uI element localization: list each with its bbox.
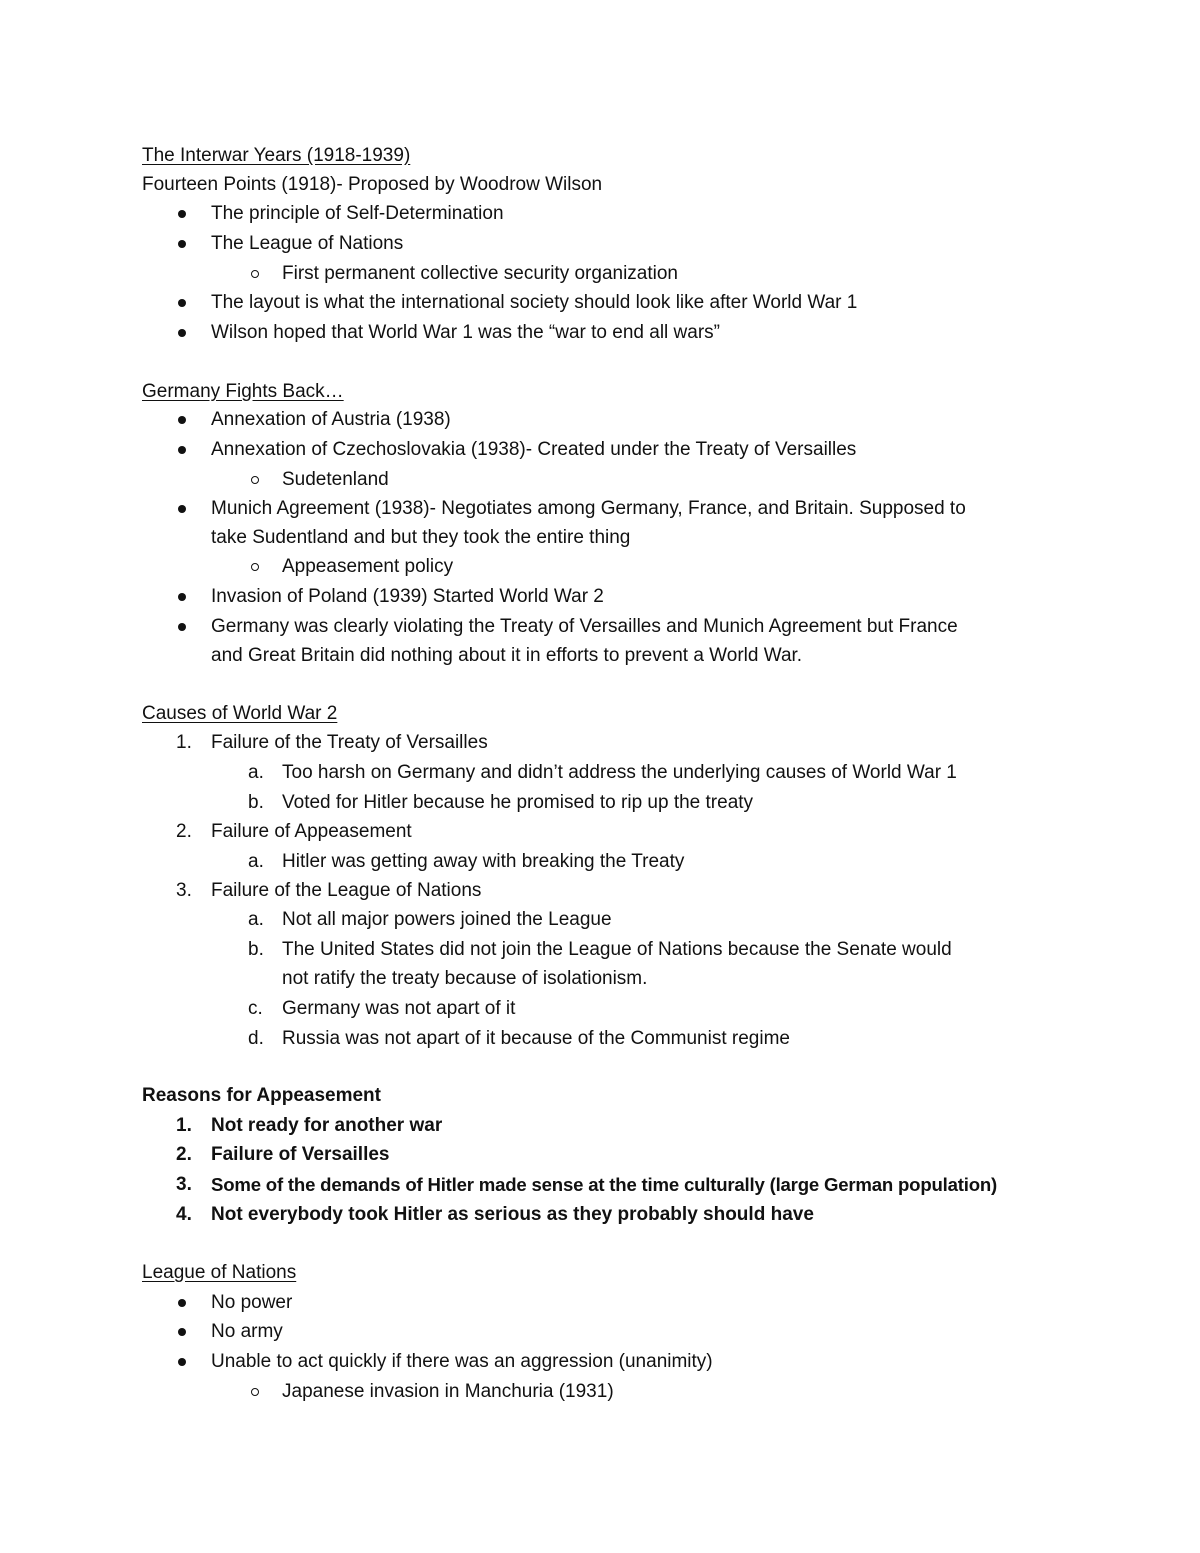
- bullet-icon: [178, 1328, 186, 1336]
- list-item: Munich Agreement (1938)- Negotiates among Germany, France, and Britain. Supposed to: [211, 498, 966, 519]
- list-letter: a.: [248, 909, 264, 930]
- list-subitem: Not all major powers joined the League: [282, 909, 612, 930]
- list-subitem: Germany was not apart of it: [282, 998, 516, 1019]
- list-subitem: Too harsh on Germany and didn’t address the underlying causes of World War 1: [282, 762, 957, 783]
- bullet-icon: [178, 416, 186, 424]
- list-item: The League of Nations: [211, 233, 404, 254]
- list-subitem: Hitler was getting away with breaking the Treaty: [282, 851, 685, 872]
- list-item: Failure of the League of Nations: [211, 880, 482, 901]
- bullet-icon: [178, 505, 186, 513]
- list-number: 3.: [176, 1174, 192, 1195]
- list-item: Failure of Appeasement: [211, 821, 412, 842]
- list-letter: b.: [248, 939, 264, 960]
- list-item: Not everybody took Hitler as serious as they probably should have: [211, 1204, 814, 1225]
- section-heading-germany: Germany Fights Back…: [142, 381, 344, 402]
- list-number: 2.: [176, 1144, 192, 1165]
- hollow-bullet-icon: [251, 476, 259, 484]
- list-number: 2.: [176, 821, 192, 842]
- list-item: Unable to act quickly if there was an aggression (unanimity): [211, 1351, 713, 1372]
- hollow-bullet-icon: [251, 1388, 259, 1396]
- list-item: Wilson hoped that World War 1 was the “war to end all wars”: [211, 322, 720, 343]
- list-item: No power: [211, 1292, 293, 1313]
- list-item: Failure of Versailles: [211, 1144, 390, 1165]
- list-item: Failure of the Treaty of Versailles: [211, 732, 488, 753]
- bullet-icon: [178, 446, 186, 454]
- list-item: Annexation of Czechoslovakia (1938)- Created under the Treaty of Versailles: [211, 439, 857, 460]
- hollow-bullet-icon: [251, 270, 259, 278]
- bullet-icon: [178, 1358, 186, 1366]
- bullet-icon: [178, 240, 186, 248]
- list-subitem-continuation: not ratify the treaty because of isolationism.: [282, 968, 648, 989]
- list-item: Some of the demands of Hitler made sense at the time culturally (large German population): [211, 1174, 998, 1195]
- section-heading-interwar: The Interwar Years (1918-1939): [142, 145, 411, 166]
- section-heading-appeasement: Reasons for Appeasement: [142, 1085, 381, 1106]
- fourteen-points-line: Fourteen Points (1918)- Proposed by Woodrow Wilson: [142, 174, 603, 195]
- bullet-icon: [178, 210, 186, 218]
- list-letter: a.: [248, 851, 264, 872]
- list-item: No army: [211, 1321, 283, 1342]
- list-number: 3.: [176, 880, 192, 901]
- list-subitem: The United States did not join the League of Nations because the Senate would: [282, 939, 952, 960]
- list-letter: a.: [248, 762, 264, 783]
- list-item: Germany was clearly violating the Treaty of Versailles and Munich Agreement but France: [211, 616, 958, 637]
- list-item-continuation: and Great Britain did nothing about it in efforts to prevent a World War.: [211, 645, 803, 666]
- list-letter: d.: [248, 1028, 264, 1049]
- section-heading-league: League of Nations: [142, 1262, 297, 1283]
- bullet-icon: [178, 299, 186, 307]
- list-number: 1.: [176, 732, 192, 753]
- list-subitem: First permanent collective security organization: [282, 263, 679, 284]
- list-subitem: Appeasement policy: [282, 556, 454, 577]
- list-subitem: Sudetenland: [282, 469, 389, 490]
- hollow-bullet-icon: [251, 563, 259, 571]
- list-subitem: Voted for Hitler because he promised to rip up the treaty: [282, 792, 754, 813]
- bullet-icon: [178, 593, 186, 601]
- list-number: 4.: [176, 1204, 192, 1225]
- list-subitem: Russia was not apart of it because of the Communist regime: [282, 1028, 790, 1049]
- list-number: 1.: [176, 1115, 192, 1136]
- list-letter: b.: [248, 792, 264, 813]
- list-item: Annexation of Austria (1938): [211, 409, 451, 430]
- section-heading-causes: Causes of World War 2: [142, 703, 338, 724]
- list-item: The layout is what the international society should look like after World War 1: [211, 292, 858, 313]
- list-item-continuation: take Sudentland and but they took the entire thing: [211, 527, 631, 548]
- list-item: Invasion of Poland (1939) Started World War 2: [211, 586, 604, 607]
- list-item: The principle of Self-Determination: [211, 203, 504, 224]
- bullet-icon: [178, 623, 186, 631]
- list-letter: c.: [248, 998, 263, 1019]
- bullet-icon: [178, 1299, 186, 1307]
- list-subitem: Japanese invasion in Manchuria (1931): [282, 1381, 614, 1402]
- bullet-icon: [178, 329, 186, 337]
- list-item: Not ready for another war: [211, 1115, 443, 1136]
